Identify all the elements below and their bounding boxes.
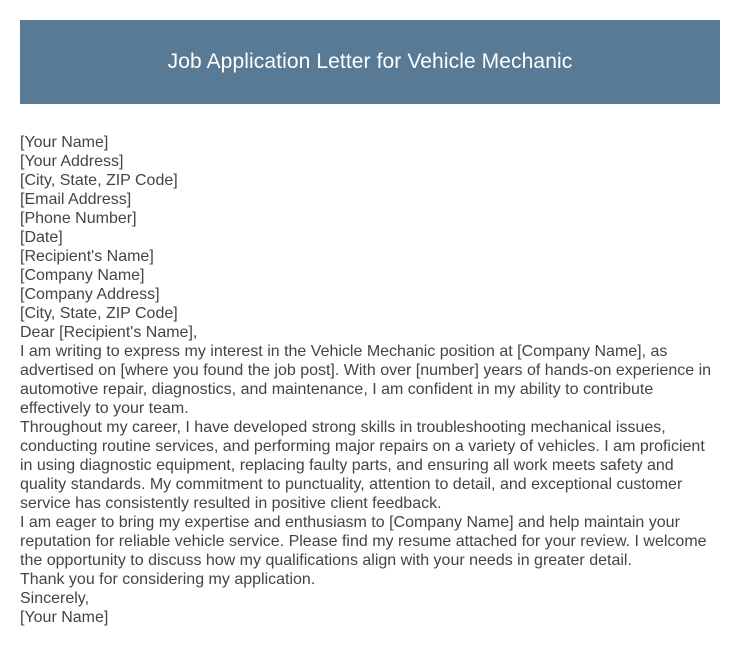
closing-thanks: Thank you for considering my application. bbox=[20, 571, 316, 588]
paragraph-2-line-3: in using diagnostic equipment, replacing faulty parts, and ensuring all work meets safety and bbox=[20, 457, 674, 474]
paragraph-2-line-1: Throughout my career, I have developed strong skills in troubleshooting mechanical issues, bbox=[20, 419, 666, 436]
sender-email: [Email Address] bbox=[20, 191, 132, 208]
paragraph-3-line-1: I am eager to bring my expertise and enthusiasm to [Company Name] and help maintain your bbox=[20, 514, 680, 531]
recipient-name: [Recipient's Name] bbox=[20, 248, 154, 265]
page-header-banner bbox=[20, 20, 720, 104]
recipient-city-state-zip: [City, State, ZIP Code] bbox=[20, 305, 178, 322]
letter-date: [Date] bbox=[20, 229, 63, 246]
letter-body bbox=[20, 133, 720, 627]
paragraph-1-line-3: automotive repair, diagnostics, and maintenance, I am confident in my ability to contribute bbox=[20, 381, 654, 398]
paragraph-3-line-3: the opportunity to discuss how my qualifications align with your needs in greater detail. bbox=[20, 552, 632, 569]
sender-name: [Your Name] bbox=[20, 134, 109, 151]
paragraph-2-line-2: conducting routine services, and performing major repairs on a variety of vehicles. I am proficient bbox=[20, 438, 705, 455]
recipient-company: [Company Name] bbox=[20, 267, 145, 284]
page-title: Job Application Letter for Vehicle Mechanic bbox=[167, 50, 573, 73]
paragraph-2-line-5: service has consistently resulted in positive client feedback. bbox=[20, 495, 442, 512]
closing-sincerely: Sincerely, bbox=[20, 590, 90, 607]
recipient-company-address: [Company Address] bbox=[20, 286, 160, 303]
sender-phone: [Phone Number] bbox=[20, 210, 137, 227]
sender-address: [Your Address] bbox=[20, 153, 124, 170]
salutation: Dear [Recipient's Name], bbox=[20, 324, 198, 341]
paragraph-3-line-2: reputation for reliable vehicle service. Please find my resume attached for your review. I welcome bbox=[20, 533, 707, 550]
signature-name: [Your Name] bbox=[20, 609, 109, 626]
paragraph-2-line-4: quality standards. My commitment to punctuality, attention to detail, and exceptional customer bbox=[20, 476, 683, 493]
paragraph-1-line-4: effectively to your team. bbox=[20, 400, 189, 417]
paragraph-1-line-1: I am writing to express my interest in the Vehicle Mechanic position at [Company Name], as bbox=[20, 343, 668, 360]
sender-city-state-zip: [City, State, ZIP Code] bbox=[20, 172, 178, 189]
paragraph-1-line-2: advertised on [where you found the job post]. With over [number] years of hands-on experience in bbox=[20, 362, 712, 379]
